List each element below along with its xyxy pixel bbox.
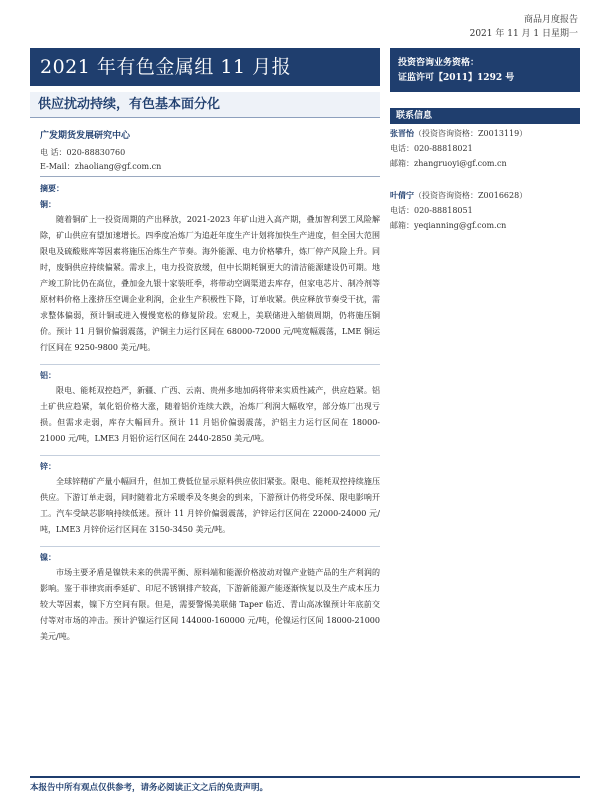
- section-title: 镍：: [40, 552, 56, 562]
- license-number: 证监许可【2011】1292 号: [398, 73, 515, 83]
- report-date: 2021 年 11 月 1 日星期一: [469, 29, 578, 39]
- section-divider: [40, 455, 380, 456]
- abstract: [40, 180, 380, 653]
- footer-rule: [30, 776, 580, 778]
- section-title: 锌：: [40, 461, 56, 471]
- section-text: 市场主要矛盾是镍铁未来的供需平衡、原料端和能源价格波动对镍产业链产品的生产利润的影响。鉴于菲律宾雨季延矿、印尼不锈钢排产较高，下游新能源产能逐渐恢复以及生产成本压力较大等因素，镍下方空间有限。但是，需要警惕美联储 Taper 临近、青山高冰镍预计年底前交付等对市场的冲击。预计沪镍运行区间 144000-160000 元/吨，伦镍运行区间 18000-21000 美元/吨。: [40, 568, 380, 641]
- report-subtitle: 供应扰动持续，有色基本面分化: [30, 92, 380, 118]
- analyst-card: [390, 126, 590, 171]
- section-title: 铜：: [40, 199, 56, 209]
- org-email: E-Mail：zhaoliang@gf.com.cn: [40, 162, 162, 171]
- analyst-name: 叶倩宁: [390, 190, 414, 200]
- section-text: 随着铜矿上一投资周期的产出释放，2021-2023 年矿山进入高产期，叠加智利罢工风险解除，矿山供应有望加速增长。四季度冶炼厂为追赶年度生产计划将加快生产进度，但全国大范围限电及硫酸账库等因素将施压冶炼生产节奏。海外能源、电力价格攀升，炼厂停产风险上升。同时，废铜供应持续偏紧。需求上，电力投资放缓，但中长期耗铜更大的清洁能源建设仍可期。地产竣工阶比仍在高位，叠加金九银十家装旺季，将带动空调渠道去库存，但家电芯片、制冷剂等原材料价格上涨挤压空调企业利润，企业生产积极性下降，订单收紧。供应释放节奏受干扰，需求整体偏弱，预计铜或进入慢慢宽松的修复阶段。宏观上，美联储进入缩债周期，仍将施压铜价。预计 11 月铜价偏弱震荡，沪铜主力运行区间在 68000-72000 元/吨宽幅震荡，LME 铜运行区间在 9250-9800 美元/吨。: [40, 215, 380, 352]
- analyst-phone: 电话：020-88818021: [390, 144, 473, 153]
- doc-type-label: 商品月度报告: [523, 15, 578, 25]
- org-phone: 电 话：020-88830760: [40, 148, 126, 157]
- analyst-card: [390, 188, 590, 233]
- section-aluminum: [40, 367, 380, 447]
- analyst-phone: 电话：020-88818051: [390, 206, 473, 215]
- section-copper: [40, 196, 380, 356]
- analyst-name: 张晋怡: [390, 128, 414, 138]
- analyst-email[interactable]: 邮箱：yeqianning@gf.com.cn: [390, 221, 507, 230]
- divider: [40, 176, 380, 177]
- section-text: 全球锌精矿产量小幅回升，但加工费低位显示原料供应依旧紧张。限电、能耗双控持续施压供应。下游订单走弱，同时随着北方采暖季及冬奥会的到来，下游预计仍将受环保、限电影响开工。汽车受缺芯影响持续低迷。预计 11 月锌价偏弱震荡，沪锌运行区间在 22000-24000 元/吨，LME3 月锌价运行区间在 3150-3450 美元/吨。: [40, 477, 380, 534]
- contact-header: 联系信息: [390, 108, 580, 124]
- section-nickel: [40, 549, 380, 645]
- section-divider: [40, 364, 380, 365]
- section-text: 限电、能耗双控趋严，新疆、广西、云南、贵州多地加码将带来实质性减产，供应趋紧。铝土矿供应趋紧，氧化铝价格大涨，随着铝价连续大跌，冶炼厂利润大幅收窄，部分炼厂出现亏损。但需求走弱，库存大幅回升。预计 11 月铝价偏弱震荡，沪铝主力运行区间在 18000-21000 元/吨，LME3 月铝价运行区间在 2440-2850 美元/吨。: [40, 386, 380, 443]
- section-title: 铝：: [40, 370, 56, 380]
- section-divider: [40, 546, 380, 547]
- qualification-line: 投资咨询业务资格：: [398, 58, 480, 68]
- analyst-qualification: （投资咨询资格：Z0013119）: [414, 129, 528, 138]
- qualification-box: [390, 48, 580, 92]
- org-name: 广发期货发展研究中心: [40, 131, 131, 141]
- analyst-email[interactable]: 邮箱：zhangruoyi@gf.com.cn: [390, 159, 507, 168]
- analyst-qualification: （投资咨询资格：Z0016628）: [414, 191, 528, 200]
- disclaimer: 本报告中所有观点仅供参考，请务必阅读正文之后的免责声明。: [30, 783, 269, 793]
- abstract-label: 摘要：: [40, 183, 64, 193]
- section-zinc: [40, 458, 380, 538]
- report-title: 2021 年有色金属组 11 月报: [30, 48, 380, 86]
